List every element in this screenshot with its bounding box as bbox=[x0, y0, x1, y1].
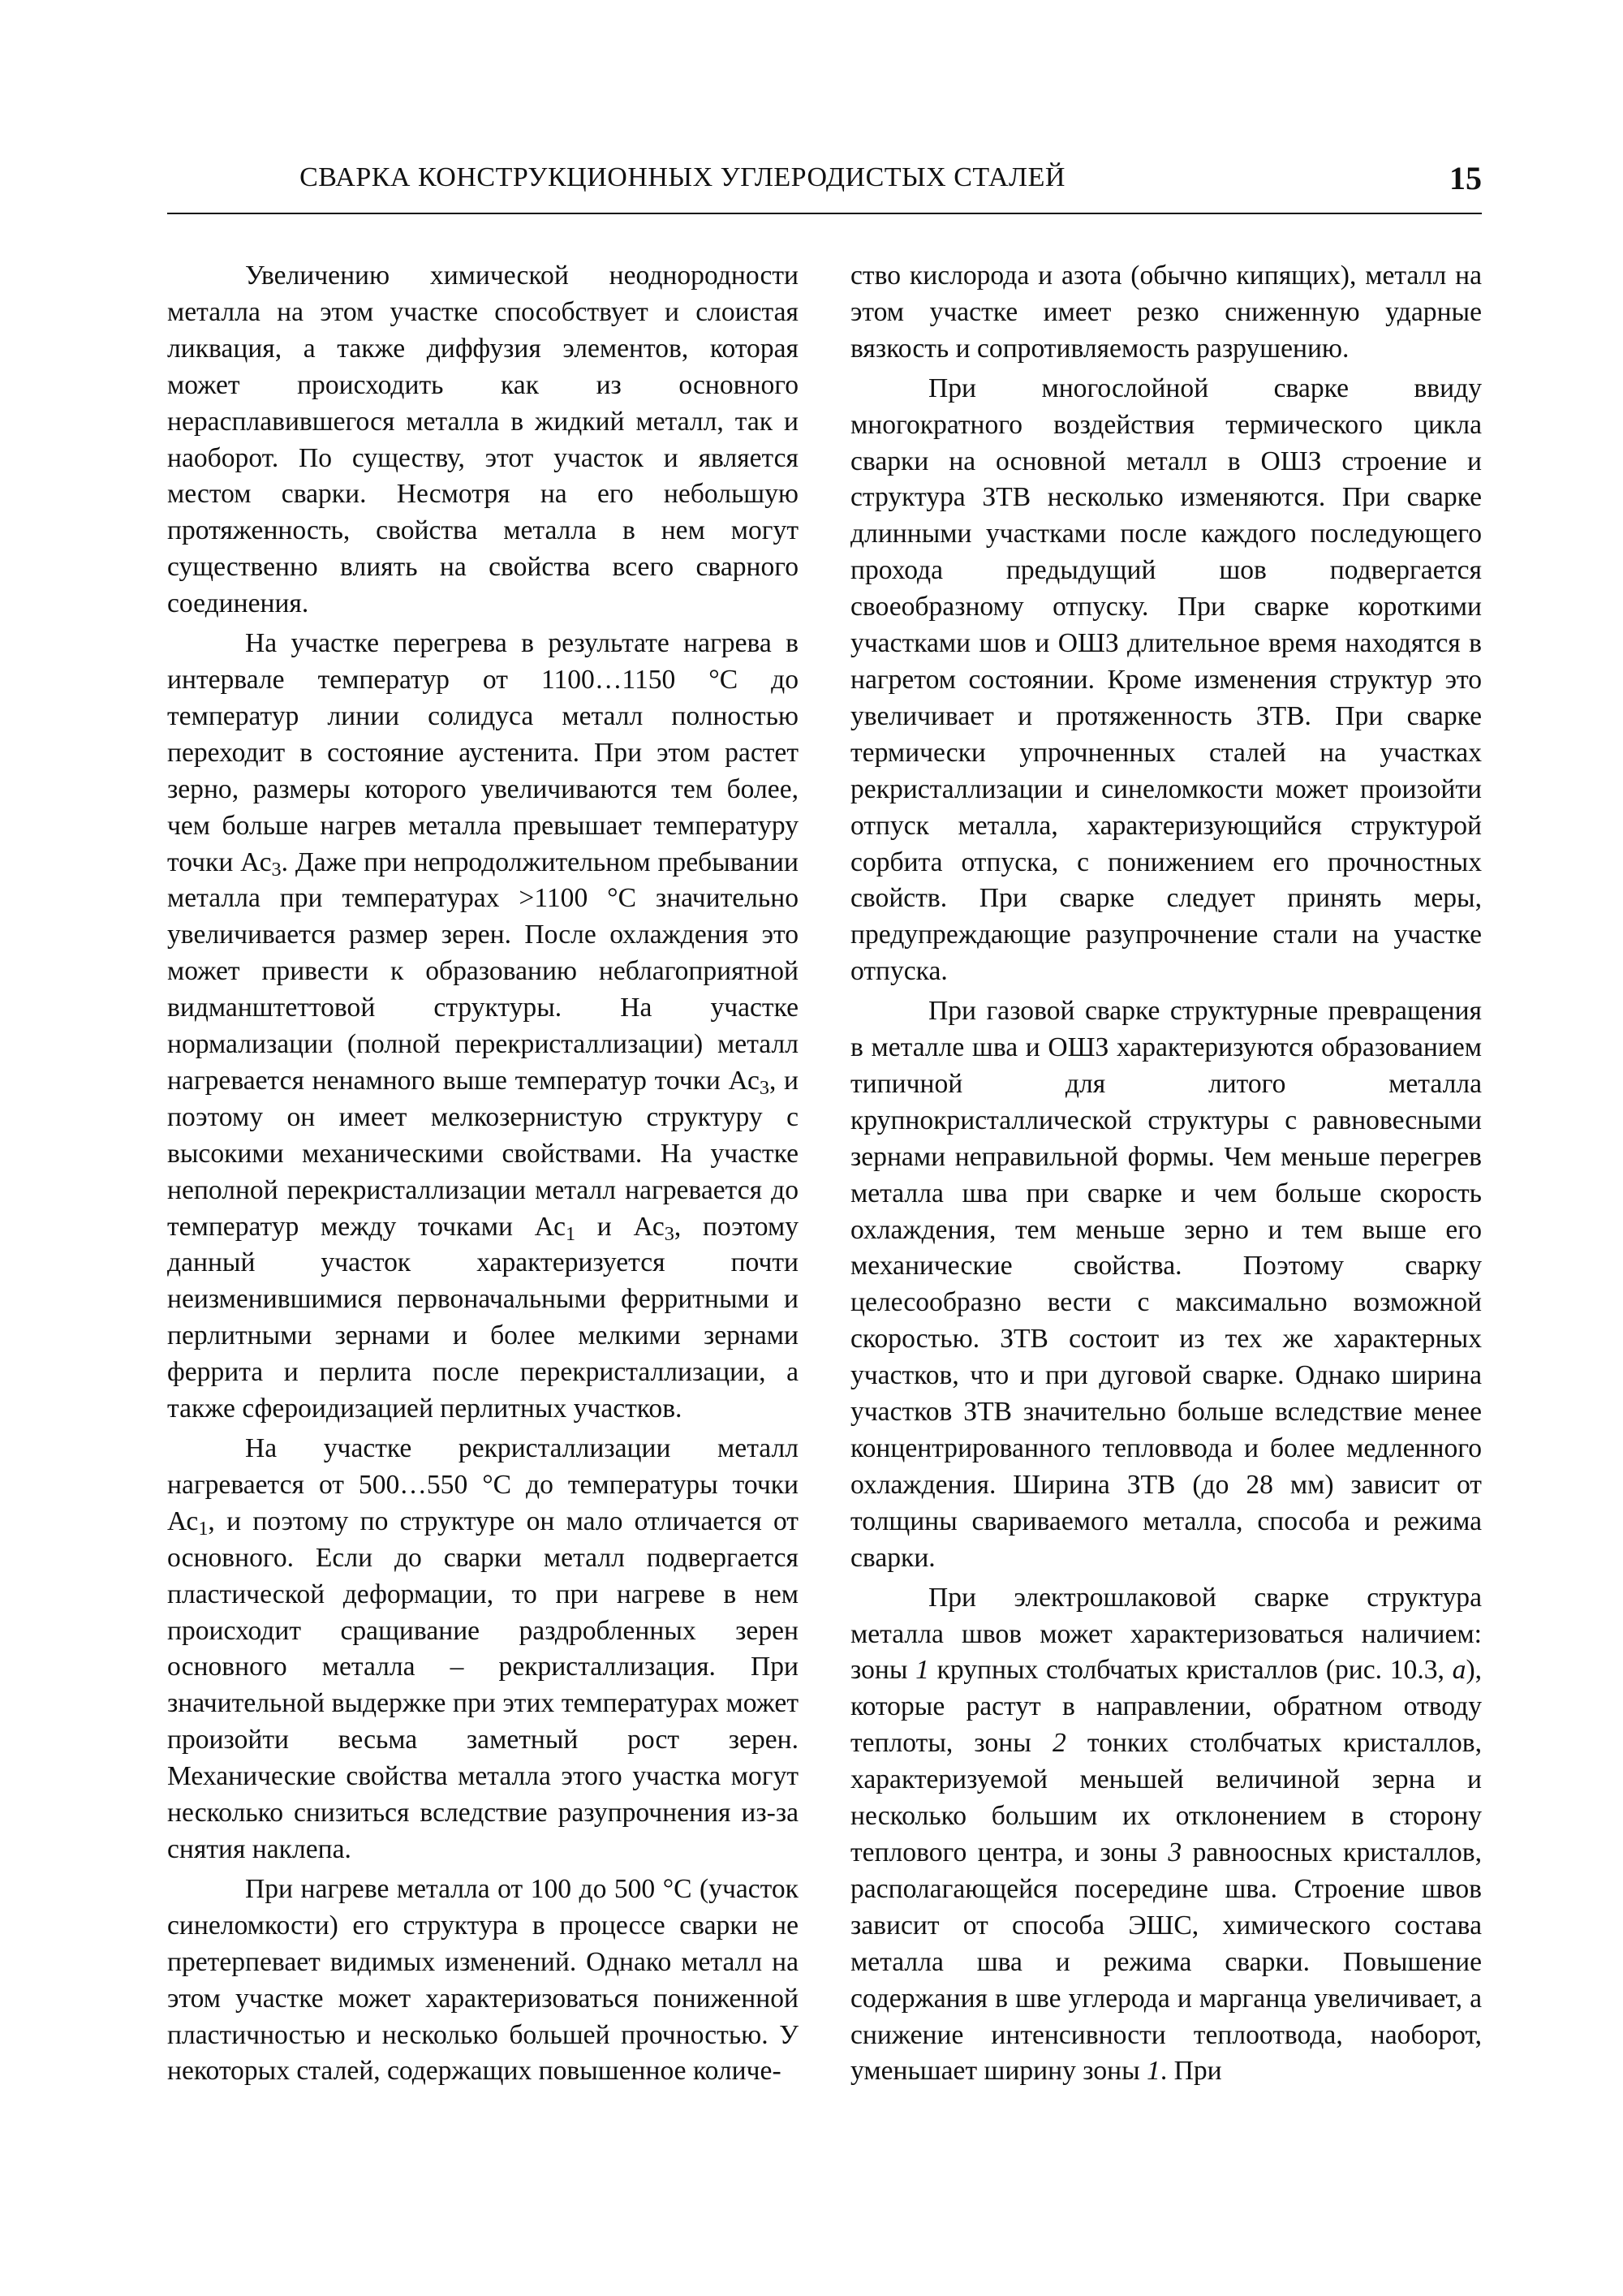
zone-number: 1 bbox=[915, 1655, 929, 1686]
figure-label: а bbox=[1452, 1655, 1466, 1686]
subscript: 1 bbox=[198, 1517, 209, 1540]
paragraph: На участке рекристаллизации металл нагревается от 500…550 °С до температуры точки $Ас_1$, и поэтому по структуре он мало отличается от основного. Если до сварки металл подвергается пластической деформации, то при нагреве в нем происходит сращивание раздробленных зерен основного металла – рекристаллизация. При значительной выдержке при этих температурах может произойти весьма заметный рост зерен. Механические свойства металла этого участка могут несколько снизиться вследствие разупрочнения из-за снятия наклепа. bbox=[167, 1433, 799, 1864]
paragraph: При нагреве металла от 100 до 500 °С (участок синеломкости) его структура в процессе сварки не претерпевает видимых изменений. Однако металл на этом участке может характеризоваться пониженной пластичностью и несколько большей прочностью. У некоторых сталей, содержащих повышенное количе- bbox=[167, 1873, 799, 2087]
paragraph: Увеличению химической неоднородности металла на этом участке способствует и слоистая ликвация, а также диффузия элементов, которая может происходить как из основного нерасплавившегося металла в жидкий металл, так и наоборот. По существу, этот участок и является местом сварки. Несмотря на его небольшую протяженность, свойства металла в нем могут существенно влиять на свойства всего сварного соединения. bbox=[167, 261, 799, 619]
running-title: СВАРКА КОНСТРУКЦИОННЫХ УГЛЕРОДИСТЫХ СТАЛЕЙ bbox=[299, 162, 1065, 192]
paragraph: При многослойной сварке ввиду многократного воздействия термического цикла сварки на основной металл в ОШЗ строение и структура ЗТВ несколько изменяются. При сварке длинными участками после каждого последующего прохода предыдущий шов подвергается своеобразному отпуску. При сварке короткими участками шов и ОШЗ длительное время находятся в нагретом состоянии. Кроме изменения структур это увеличивает и протяженность ЗТВ. При сварке термически упрочненных сталей на участках рекристаллизации и синеломкости может произойти отпуск металла, характеризующийся структурой сорбита отпуска, с понижением его прочностных свойств. При сварке следует принять меры, предупреждающие разупрочнение стали на участке отпуска. bbox=[850, 373, 1482, 987]
header-rule bbox=[167, 213, 1482, 214]
zone-number: 2 bbox=[1052, 1728, 1066, 1759]
paragraph: При газовой сварке структурные превращения в металле шва и ОШЗ характеризуются образованием типичной для литого металла крупнокристаллической структуры с равновесными зернами неправильной формы. Чем меньше перегрев металла шва при сварке и чем больше скорость охлаждения, тем меньше зерно и тем выше его механические свойства. Поэтому сварку целесообразно вести с максимально возможной скоростью. ЗТВ состоит из тех же характерных участков, что и при дуговой сварке. Однако ширина участков ЗТВ значительно больше вследствие менее концентрированного тепловвода и более медленного охлаждения. Ширина ЗТВ (до 28 мм) зависит от толщины свариваемого металла, способа и режима сварки. bbox=[850, 996, 1482, 1573]
subscript: 1 bbox=[565, 1222, 576, 1245]
paragraph: На участке перегрева в результате нагрева в интервале температур от 1100…1150 °С до температур линии солидуса металл полностью переходит в состояние аустенита. При этом растет зерно, размеры которого увеличиваются тем более, чем больше нагрев металла превышает температуру точки $Ас_3$. Даже при непродолжительном пребывании металла при температурах >1100 °С значительно увеличивается размер зерен. После охлаждения это может привести к образованию неблагоприятной видманштеттовой структуры. На участке нормализации (полной перекристаллизации) металл нагревается ненамного выше температур точки $Ас_3$, и поэтому он имеет мелкозернистую структуру с высокими механическими свойствами. На участке неполной перекристаллизации металл нагревается до температур между точками $Ас_1$ и $Ас_3$, поэтому данный участок характеризуется почти неизменившимися первоначальными ферритными и перлитными зернами и более мелкими зернами феррита и перлита после перекристаллизации, а также сфероидизацией перлитных участков. bbox=[167, 628, 799, 1424]
right-column bbox=[850, 258, 1482, 2090]
zone-number: 3 bbox=[1168, 1837, 1182, 1867]
subscript: 3 bbox=[271, 858, 282, 881]
page-number: 15 bbox=[1449, 160, 1482, 196]
running-header bbox=[167, 159, 1482, 208]
paragraph: При электрошлаковой сварке структура металла швов может характеризоваться наличием: зоны 1 крупных столбчатых кристаллов (рис. 10.3, а), которые растут в направлении, обратном отводу теплоты, зоны 2 тонких столбчатых кристаллов, характеризуемой меньшей величиной зерна и несколько большим их отклонением в сторону теплового центра, и зоны 3 равноосных кристаллов, располагающейся посередине шва. Строение швов зависит от способа ЭШС, химического состава металла шва и режима сварки. Повышение содержания в шве углерода и марганца увеличивает, а снижение интенсивности теплоотвода, наоборот, уменьшает ширину зоны 1. При bbox=[850, 1582, 1483, 2087]
subscript: 3 bbox=[664, 1222, 674, 1245]
left-column bbox=[167, 258, 799, 2090]
subscript: 3 bbox=[759, 1076, 769, 1099]
paragraph-continuation: ство кислорода и азота (обычно кипящих), металл на этом участке имеет резко сниженную ударные вязкость и сопротивляемость разрушению. bbox=[850, 261, 1482, 364]
zone-number: 1 bbox=[1147, 2056, 1160, 2087]
